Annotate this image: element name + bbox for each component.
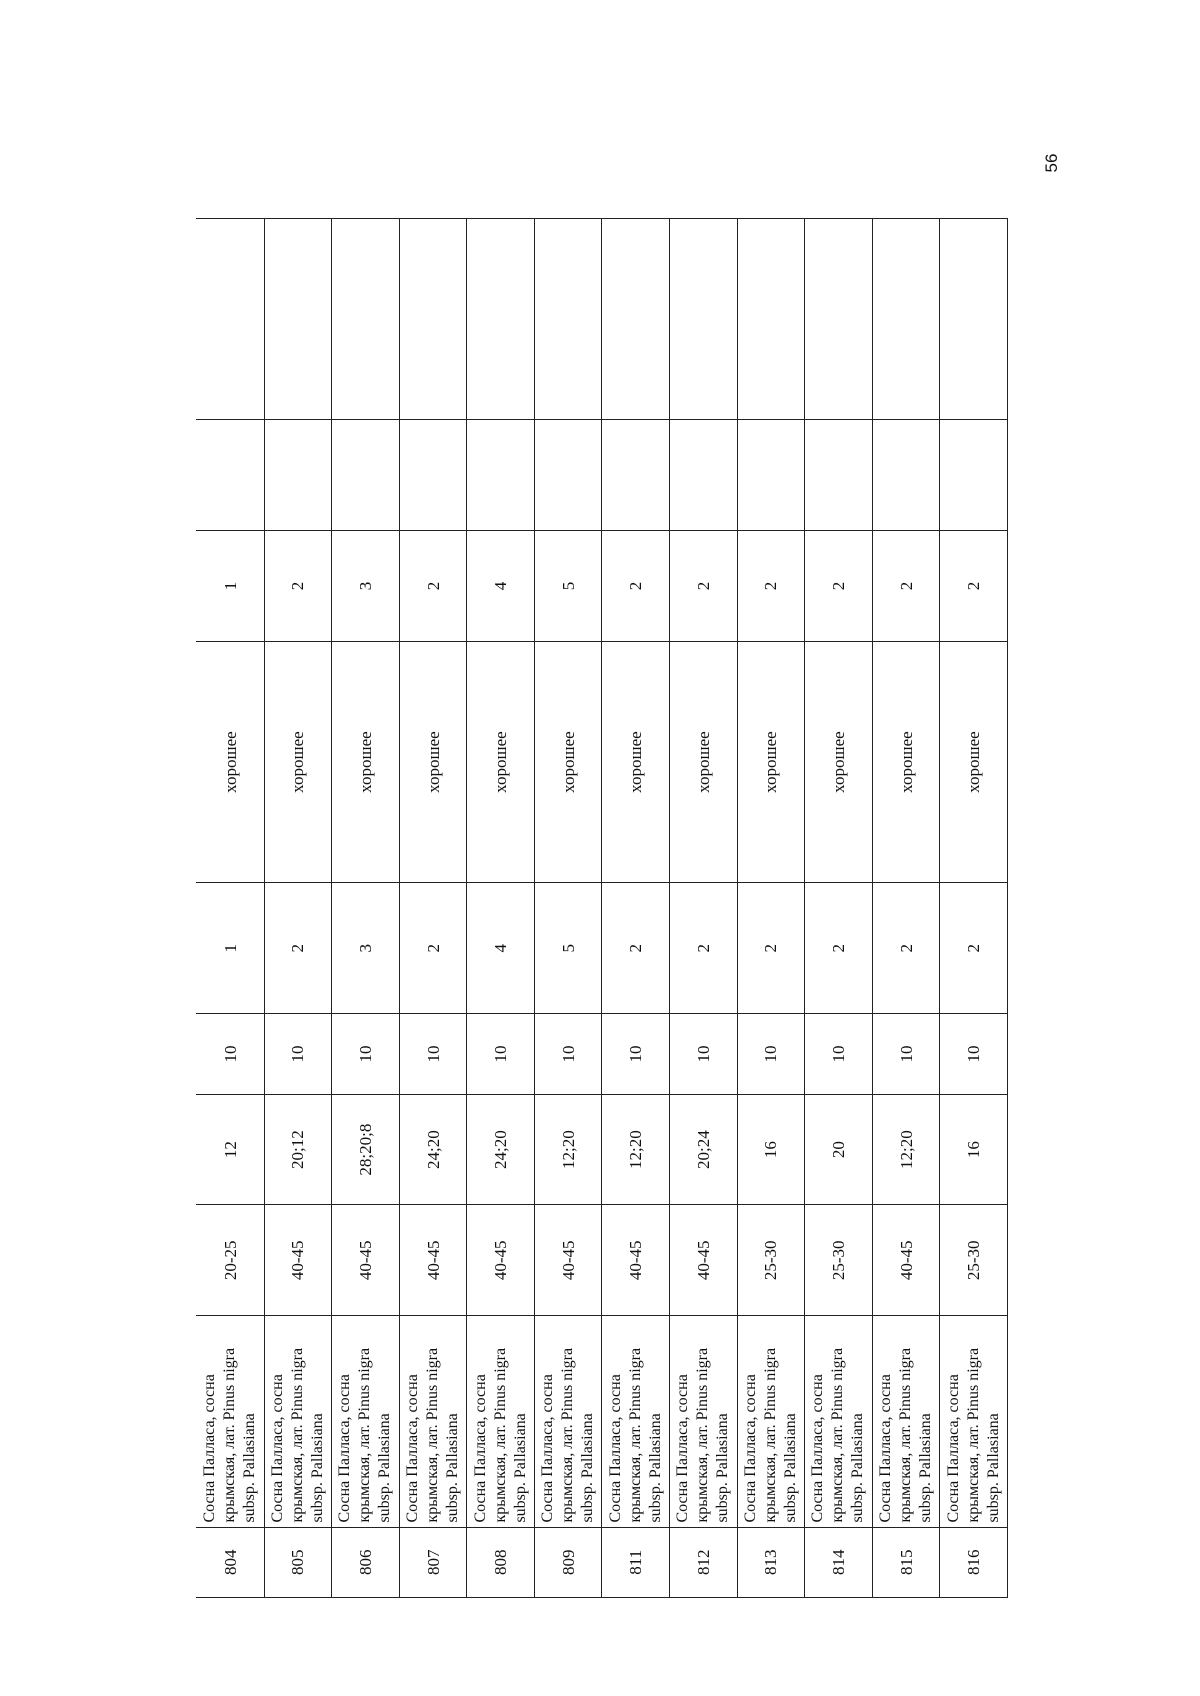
height-cell: 10 (737, 1014, 805, 1095)
condition-cell: хорошее (534, 641, 602, 883)
tree-number-cell: 804 (197, 1527, 265, 1597)
age-cell: 20-25 (197, 1205, 265, 1316)
empty-cell-2 (737, 219, 805, 420)
tree-number-cell: 814 (805, 1527, 873, 1597)
tree-number-cell: 805 (264, 1527, 332, 1597)
species-cell: Сосна Палласа, сосна крымская, лат. Pinus nigra subsp. Pallasiana (737, 1316, 805, 1527)
total-cell: 2 (264, 531, 332, 642)
count-cell: 5 (534, 883, 602, 1014)
table-row (399, 219, 467, 1598)
total-cell: 2 (670, 531, 738, 642)
empty-cell-1 (602, 420, 670, 531)
condition-cell: хорошее (805, 641, 873, 883)
total-cell: 2 (602, 531, 670, 642)
diameter-cell: 12;20 (872, 1094, 940, 1205)
tree-inventory-table-wrapper (196, 218, 1008, 1598)
species-cell: Сосна Палласа, сосна крымская, лат. Pinus nigra subsp. Pallasiana (940, 1316, 1008, 1527)
empty-cell-1 (467, 420, 535, 531)
diameter-cell: 20;24 (670, 1094, 738, 1205)
species-cell: Сосна Палласа, сосна крымская, лат. Pinus nigra subsp. Pallasiana (670, 1316, 738, 1527)
tree-inventory-table (196, 218, 1008, 1598)
total-cell: 2 (940, 531, 1008, 642)
total-cell: 3 (332, 531, 400, 642)
species-cell: Сосна Палласа, сосна крымская, лат. Pinus nigra subsp. Pallasiana (872, 1316, 940, 1527)
species-cell: Сосна Палласа, сосна крымская, лат. Pinus nigra subsp. Pallasiana (197, 1316, 265, 1527)
total-cell: 2 (399, 531, 467, 642)
empty-cell-2 (332, 219, 400, 420)
height-cell: 10 (332, 1014, 400, 1095)
count-cell: 2 (399, 883, 467, 1014)
species-cell: Сосна Палласа, сосна крымская, лат. Pinus nigra subsp. Pallasiana (534, 1316, 602, 1527)
age-cell: 40-45 (534, 1205, 602, 1316)
tree-number-cell: 813 (737, 1527, 805, 1597)
age-cell: 40-45 (670, 1205, 738, 1316)
height-cell: 10 (872, 1014, 940, 1095)
table-row (197, 219, 265, 1598)
age-cell: 40-45 (332, 1205, 400, 1316)
diameter-cell: 16 (940, 1094, 1008, 1205)
count-cell: 2 (805, 883, 873, 1014)
total-cell: 2 (805, 531, 873, 642)
species-cell: Сосна Палласа, сосна крымская, лат. Pinus nigra subsp. Pallasiana (602, 1316, 670, 1527)
diameter-cell: 28;20;8 (332, 1094, 400, 1205)
diameter-cell: 20;12 (264, 1094, 332, 1205)
tree-number-cell: 811 (602, 1527, 670, 1597)
count-cell: 2 (737, 883, 805, 1014)
diameter-cell: 24;20 (399, 1094, 467, 1205)
empty-cell-1 (670, 420, 738, 531)
species-cell: Сосна Палласа, сосна крымская, лат. Pinus nigra subsp. Pallasiana (805, 1316, 873, 1527)
empty-cell-2 (399, 219, 467, 420)
count-cell: 2 (670, 883, 738, 1014)
page-number: 56 (1042, 153, 1061, 173)
table-row (534, 219, 602, 1598)
age-cell: 40-45 (602, 1205, 670, 1316)
tree-number-cell: 812 (670, 1527, 738, 1597)
age-cell: 40-45 (872, 1205, 940, 1316)
age-cell: 25-30 (940, 1205, 1008, 1316)
condition-cell: хорошее (602, 641, 670, 883)
diameter-cell: 20 (805, 1094, 873, 1205)
empty-cell-1 (805, 420, 873, 531)
table-row (332, 219, 400, 1598)
table-body (197, 219, 1008, 1598)
height-cell: 10 (467, 1014, 535, 1095)
empty-cell-2 (467, 219, 535, 420)
table-row (467, 219, 535, 1598)
empty-cell-2 (534, 219, 602, 420)
count-cell: 2 (940, 883, 1008, 1014)
diameter-cell: 16 (737, 1094, 805, 1205)
species-cell: Сосна Палласа, сосна крымская, лат. Pinus nigra subsp. Pallasiana (399, 1316, 467, 1527)
diameter-cell: 12;20 (534, 1094, 602, 1205)
diameter-cell: 12;20 (602, 1094, 670, 1205)
empty-cell-2 (670, 219, 738, 420)
table-row (737, 219, 805, 1598)
tree-number-cell: 816 (940, 1527, 1008, 1597)
empty-cell-2 (602, 219, 670, 420)
age-cell: 25-30 (805, 1205, 873, 1316)
tree-number-cell: 809 (534, 1527, 602, 1597)
age-cell: 40-45 (264, 1205, 332, 1316)
table-row (670, 219, 738, 1598)
age-cell: 40-45 (467, 1205, 535, 1316)
total-cell: 2 (737, 531, 805, 642)
height-cell: 10 (264, 1014, 332, 1095)
age-cell: 25-30 (737, 1205, 805, 1316)
table-row (872, 219, 940, 1598)
height-cell: 10 (602, 1014, 670, 1095)
diameter-cell: 12 (197, 1094, 265, 1205)
tree-number-cell: 815 (872, 1527, 940, 1597)
condition-cell: хорошее (872, 641, 940, 883)
empty-cell-1 (872, 420, 940, 531)
total-cell: 1 (197, 531, 265, 642)
height-cell: 10 (534, 1014, 602, 1095)
empty-cell-2 (264, 219, 332, 420)
empty-cell-1 (534, 420, 602, 531)
total-cell: 5 (534, 531, 602, 642)
height-cell: 10 (399, 1014, 467, 1095)
condition-cell: хорошее (737, 641, 805, 883)
condition-cell: хорошее (940, 641, 1008, 883)
empty-cell-1 (399, 420, 467, 531)
diameter-cell: 24;20 (467, 1094, 535, 1205)
table-row (805, 219, 873, 1598)
empty-cell-2 (872, 219, 940, 420)
empty-cell-1 (197, 420, 265, 531)
table-row (264, 219, 332, 1598)
empty-cell-2 (940, 219, 1008, 420)
empty-cell-2 (197, 219, 265, 420)
condition-cell: хорошее (467, 641, 535, 883)
total-cell: 4 (467, 531, 535, 642)
empty-cell-1 (737, 420, 805, 531)
condition-cell: хорошее (197, 641, 265, 883)
count-cell: 3 (332, 883, 400, 1014)
species-cell: Сосна Палласа, сосна крымская, лат. Pinus nigra subsp. Pallasiana (264, 1316, 332, 1527)
species-cell: Сосна Палласа, сосна крымская, лат. Pinus nigra subsp. Pallasiana (467, 1316, 535, 1527)
tree-number-cell: 808 (467, 1527, 535, 1597)
tree-number-cell: 807 (399, 1527, 467, 1597)
empty-cell-1 (332, 420, 400, 531)
height-cell: 10 (940, 1014, 1008, 1095)
total-cell: 2 (872, 531, 940, 642)
empty-cell-1 (264, 420, 332, 531)
species-cell: Сосна Палласа, сосна крымская, лат. Pinus nigra subsp. Pallasiana (332, 1316, 400, 1527)
table-row (940, 219, 1008, 1598)
age-cell: 40-45 (399, 1205, 467, 1316)
count-cell: 2 (264, 883, 332, 1014)
height-cell: 10 (670, 1014, 738, 1095)
count-cell: 1 (197, 883, 265, 1014)
count-cell: 2 (602, 883, 670, 1014)
table-row (602, 219, 670, 1598)
height-cell: 10 (805, 1014, 873, 1095)
count-cell: 4 (467, 883, 535, 1014)
tree-number-cell: 806 (332, 1527, 400, 1597)
height-cell: 10 (197, 1014, 265, 1095)
empty-cell-2 (805, 219, 873, 420)
condition-cell: хорошее (670, 641, 738, 883)
condition-cell: хорошее (399, 641, 467, 883)
count-cell: 2 (872, 883, 940, 1014)
empty-cell-1 (940, 420, 1008, 531)
condition-cell: хорошее (332, 641, 400, 883)
condition-cell: хорошее (264, 641, 332, 883)
